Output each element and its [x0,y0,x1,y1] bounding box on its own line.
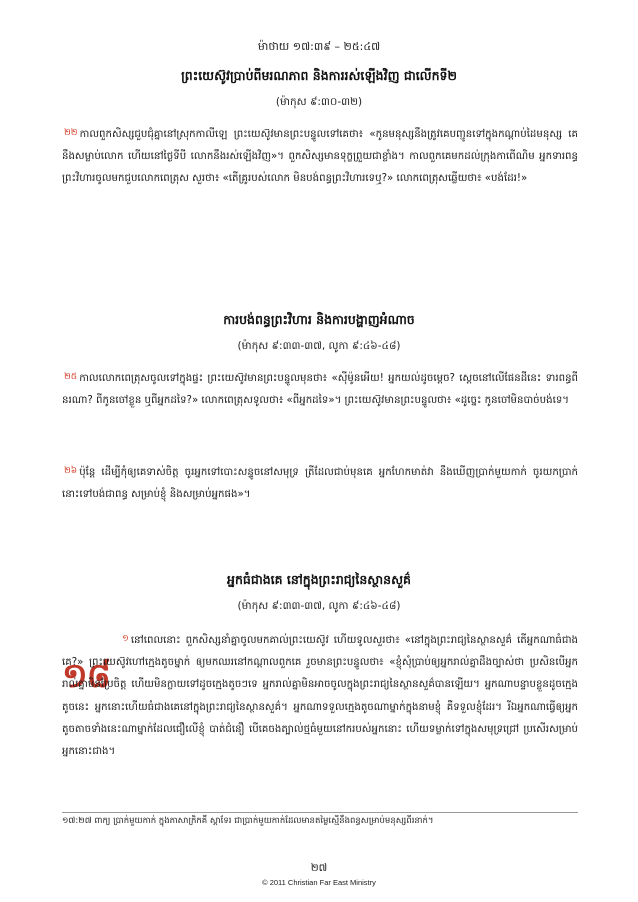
verse-number: ២៦ [64,466,78,476]
section-body-3 [62,628,578,806]
verse-number: ២២ [64,128,78,138]
verse-number: ២៥ [64,372,78,382]
section-body-2a [62,366,578,456]
section-reference-1: (ម៉ាកុស ៩:៣០-៣២) [275,96,363,108]
verse-text: ប៉ុន្តែ ដើម្បីកុំឲ្យគេទាស់ចិត្ត ចូរអ្នកទៅបោះសន្ទូចនៅសមុទ្រ ត្រីដែលជាប់មុនគេ អ្នកហែកមាត់វា នឹងឃើញប្រាក់មួយកាក់ ចូរយកប្រាក់នោះទៅបង់ជាពន្ធ សម្រាប់ខ្ញុំ និងសម្រាប់អ្នកផង»។ [62,467,578,501]
running-head: ម៉ាថាយ ១៧:៣៩ – ២៥:៤៧ [257,40,381,53]
footnote-divider [62,812,578,813]
page-number: ២៧ [310,862,328,874]
section-heading-2: ការបង់ពន្ធព្រះវិហារ និងការបង្ហាញអំណាច [223,312,415,327]
footnote: ១៧:២៧ ពាក្យ ប្រាក់មួយកាក់ ក្នុងភាសាក្រិកគឺ ស្តាទែរ ជាប្រាក់មួយកាក់ដែលមានតម្លៃស្មើនឹងពន្ធសម្រាប់មនុស្សពីរនាក់។ [62,816,434,826]
chapter-number: ១៨ [62,656,110,696]
section-reference-2: (ម៉ាកុស ៩:៣៣-៣៧, លូកា ៩:៤៦-៤៨) [237,340,401,352]
section-reference-3: (ម៉ាកុស ៩:៣៣-៣៧, លូកា ៩:៤៦-៤៨) [237,600,401,612]
verse-text: កាលលោកពេត្រុសចូលទៅក្នុងផ្ទះ ព្រះយេស៊ូវមានព្រះបន្ទូលមុនថា៖ «ស៊ីម៉ូនអើយ! អ្នកយល់ដូចម្ដេច? ស្ដេចនៅលើផែនដីនេះ ទារពន្ធពីនរណា? ពីកូនចៅខ្លួន ឬពីអ្នកដទៃ?» លោកពេត្រុសទូលថា៖ «ពីអ្នកដទៃ»។ ព្រះយេស៊ូវមានព្រះបន្ទូលថា៖ «ដូច្នេះ កូនចៅមិនបាច់បង់ទេ។ [62,373,578,407]
copyright: © 2011 Christian Far East Ministry [262,878,376,887]
section-heading-3: អ្នកធំជាងគេ នៅក្នុងព្រះរាជ្យនៃស្ថានសួគ៌ [227,572,411,587]
section-body-1 [62,122,578,300]
verse-text: នៅពេលនោះ ពួកសិស្សនាំគ្នាចូលមកគាល់ព្រះយេស៊ូវ ហើយទូលសួរថា៖ «នៅក្នុងព្រះរាជ្យនៃស្ថានសួគ៌ តើអ្នកណាធំជាងគេ?» ព្រះយេស៊ូវហៅក្មេងតូចម្នាក់ ឲ្យមកឈរនៅកណ្ដាលពួកគេ រួចមានព្រះបន្ទូលថា៖ «ខ្ញុំសុំប្រាប់ឲ្យអ្នករាល់គ្នាដឹងច្បាស់ថា ប្រសិនបើអ្នករាល់គ្នាមិនប្រែចិត្ត ហើយមិនក្លាយទៅដូចក្មេងតូចៗទេ អ្នករាល់គ្នាមិនអាចចូលក្នុងព្រះរាជ្យនៃស្ថានសួគ៌បានឡើយ។ អ្នកណាបន្ទាបខ្លួនដូចក្មេងតូចនេះ អ្នកនោះហើយធំជាងគេនៅក្នុងព្រះរាជ្យនៃស្ថានសួគ៌។ អ្នកណាទទួលក្មេងតូចណាម្នាក់ក្នុងនាមខ្ញុំ គឺទទួលខ្ញុំដែរ។ រីឯអ្នកណាធ្វើឲ្យអ្នកតូចតាចទាំងនេះណាម្នាក់ដែលជឿលើខ្ញុំ បាត់ជំនឿ បើគេចងត្បាល់ថ្មធំមួយនៅករបស់អ្នកនោះ ហើយទម្លាក់ទៅក្នុងសមុទ្រជ្រៅ ប្រសើរសម្រាប់អ្នកនោះជាង។ [62,635,578,758]
verse-text: កាលពួកសិស្សជួបជុំគ្នានៅស្រុកកាលីឡេ ព្រះយេស៊ូវមានព្រះបន្ទូលទៅគេថា៖ «កូនមនុស្សនឹងត្រូវគេបញ្ជូនទៅក្នុងកណ្ដាប់ដៃមនុស្ស គេនឹងសម្លាប់លោក ហើយនៅថ្ងៃទីបី លោកនឹងរស់ឡើងវិញ»។ ពួកសិស្សមានទុក្ខព្រួយជាខ្លាំង។ កាលពួកគេមកដល់ក្រុងកាពើណិម អ្នកទារពន្ធព្រះវិហារចូលមកជួបលោកពេត្រុស សួរថា៖ «តើគ្រូរបស់លោក មិនបង់ពន្ធព្រះវិហារទេឬ?» លោកពេត្រុសឆ្លើយថា៖ «បង់ដែរ!» [62,129,578,185]
verse-number: ១ [122,634,129,644]
section-heading-1: ព្រះយេស៊ូវប្រាប់ពីមរណភាព និងការរស់ឡើងវិញ ជាលើកទី២ [181,68,457,83]
section-body-2b [62,460,578,550]
